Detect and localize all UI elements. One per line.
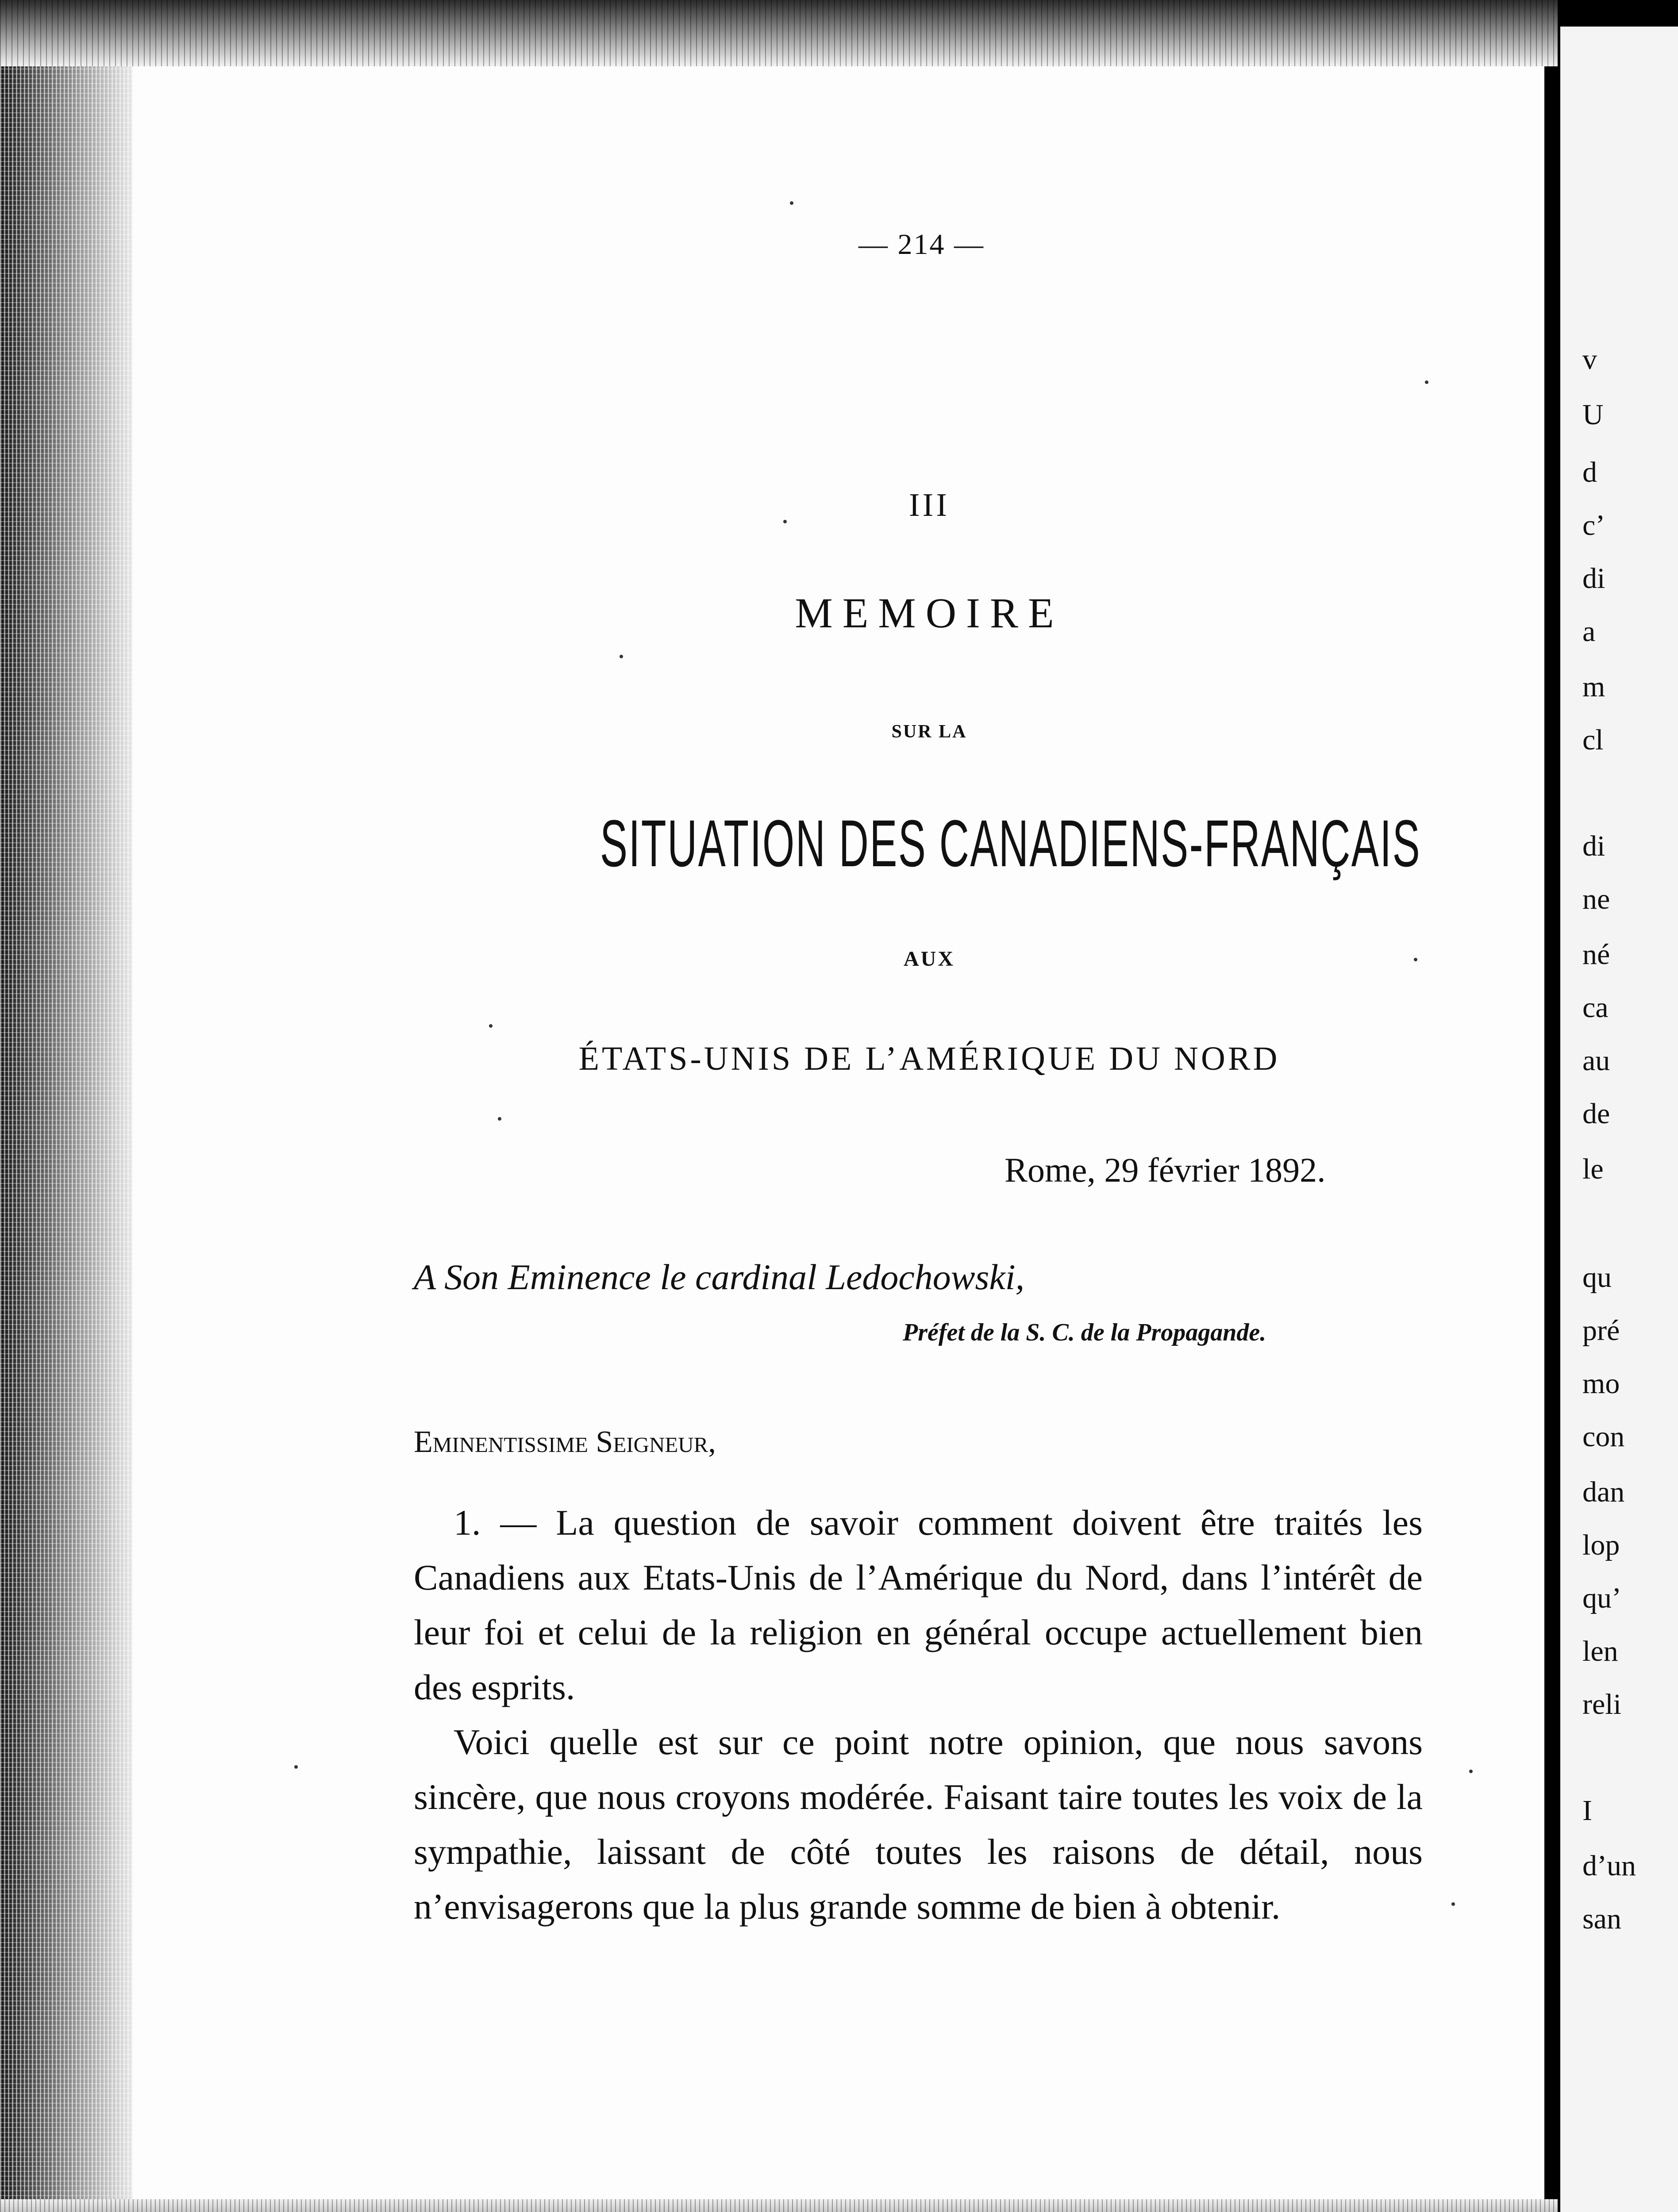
facing-page-edge [1558,27,1678,2212]
body-text [414,1495,1423,1934]
facing-page-fragment: d [1582,456,1597,488]
facing-page-fragment: qu’ [1582,1582,1621,1614]
facing-page-fragment: mo [1582,1367,1620,1400]
facing-page-fragment: cl [1582,724,1604,756]
facing-page-fragment: pré [1582,1314,1620,1347]
facing-page-fragment: qu [1582,1261,1612,1294]
facing-page-fragment: len [1582,1635,1618,1667]
facing-page-fragment: né [1582,938,1610,971]
document-title: MEMOIRE [795,589,1064,637]
page-number: — 214 — [858,228,985,261]
paragraph-1: 1. — La question de savoir comment doivent être traités les Canadiens aux Etats-Unis de l’Amérique du Nord, dans l’intérêt de leur foi et celui de la religion en général occupe actuellement bien des esprits. [414,1502,1423,1707]
facing-page-fragment: m [1582,671,1605,703]
bottom-edge-scan-noise [0,2199,1558,2212]
facing-page-fragment: lop [1582,1529,1620,1561]
dateline: Rome, 29 février 1892. [1004,1151,1326,1189]
document-location: ÉTATS-UNIS DE L’AMÉRIQUE DU NORD [578,1040,1280,1077]
paragraph-2: Voici quelle est sur ce point notre opinion, que nous savons sincère, que nous croyons modérée. Faisant taire toutes les voix de la sympathie, laissant de côté toutes les raisons de détail, nous n’envisagerons que la plus grande somme de bien à obtenir. [414,1722,1423,1927]
facing-page-fragment: ne [1582,883,1610,915]
facing-page-fragment: U [1582,399,1604,431]
facing-page-fragment: c’ [1582,509,1605,541]
facing-page-fragment: d’un [1582,1850,1636,1882]
top-edge-scan-noise [0,0,1558,66]
facing-page-fragment: a [1582,615,1596,648]
addressee: A Son Eminence le cardinal Ledochowski, [414,1257,1025,1297]
salutation: Eminentissime Seigneur, [414,1425,716,1459]
facing-page-fragment: I [1582,1794,1592,1827]
facing-page-fragment: di [1582,562,1605,595]
facing-page-fragment: di [1582,830,1605,862]
facing-page-fragment: au [1582,1045,1610,1077]
facing-page-fragment: reli [1582,1688,1621,1720]
facing-page-fragment: ca [1582,991,1609,1024]
title-connector: SUR LA [891,722,967,742]
facing-page-fragment: de [1582,1098,1610,1130]
addressee-title: Préfet de la S. C. de la Propagande. [903,1319,1266,1346]
facing-page-fragment: san [1582,1903,1621,1935]
chapter-number: III [909,487,950,523]
facing-page-fragment: le [1582,1153,1604,1185]
facing-page-fragment: v [1582,343,1597,376]
title-connector-aux: AUX [904,947,955,971]
facing-page-fragment: dan [1582,1476,1625,1508]
left-edge-scan-noise [0,0,133,2212]
facing-page-fragment: con [1582,1421,1625,1453]
document-subject: SITUATION DES CANADIENS-FRANÇAIS [600,806,1421,880]
